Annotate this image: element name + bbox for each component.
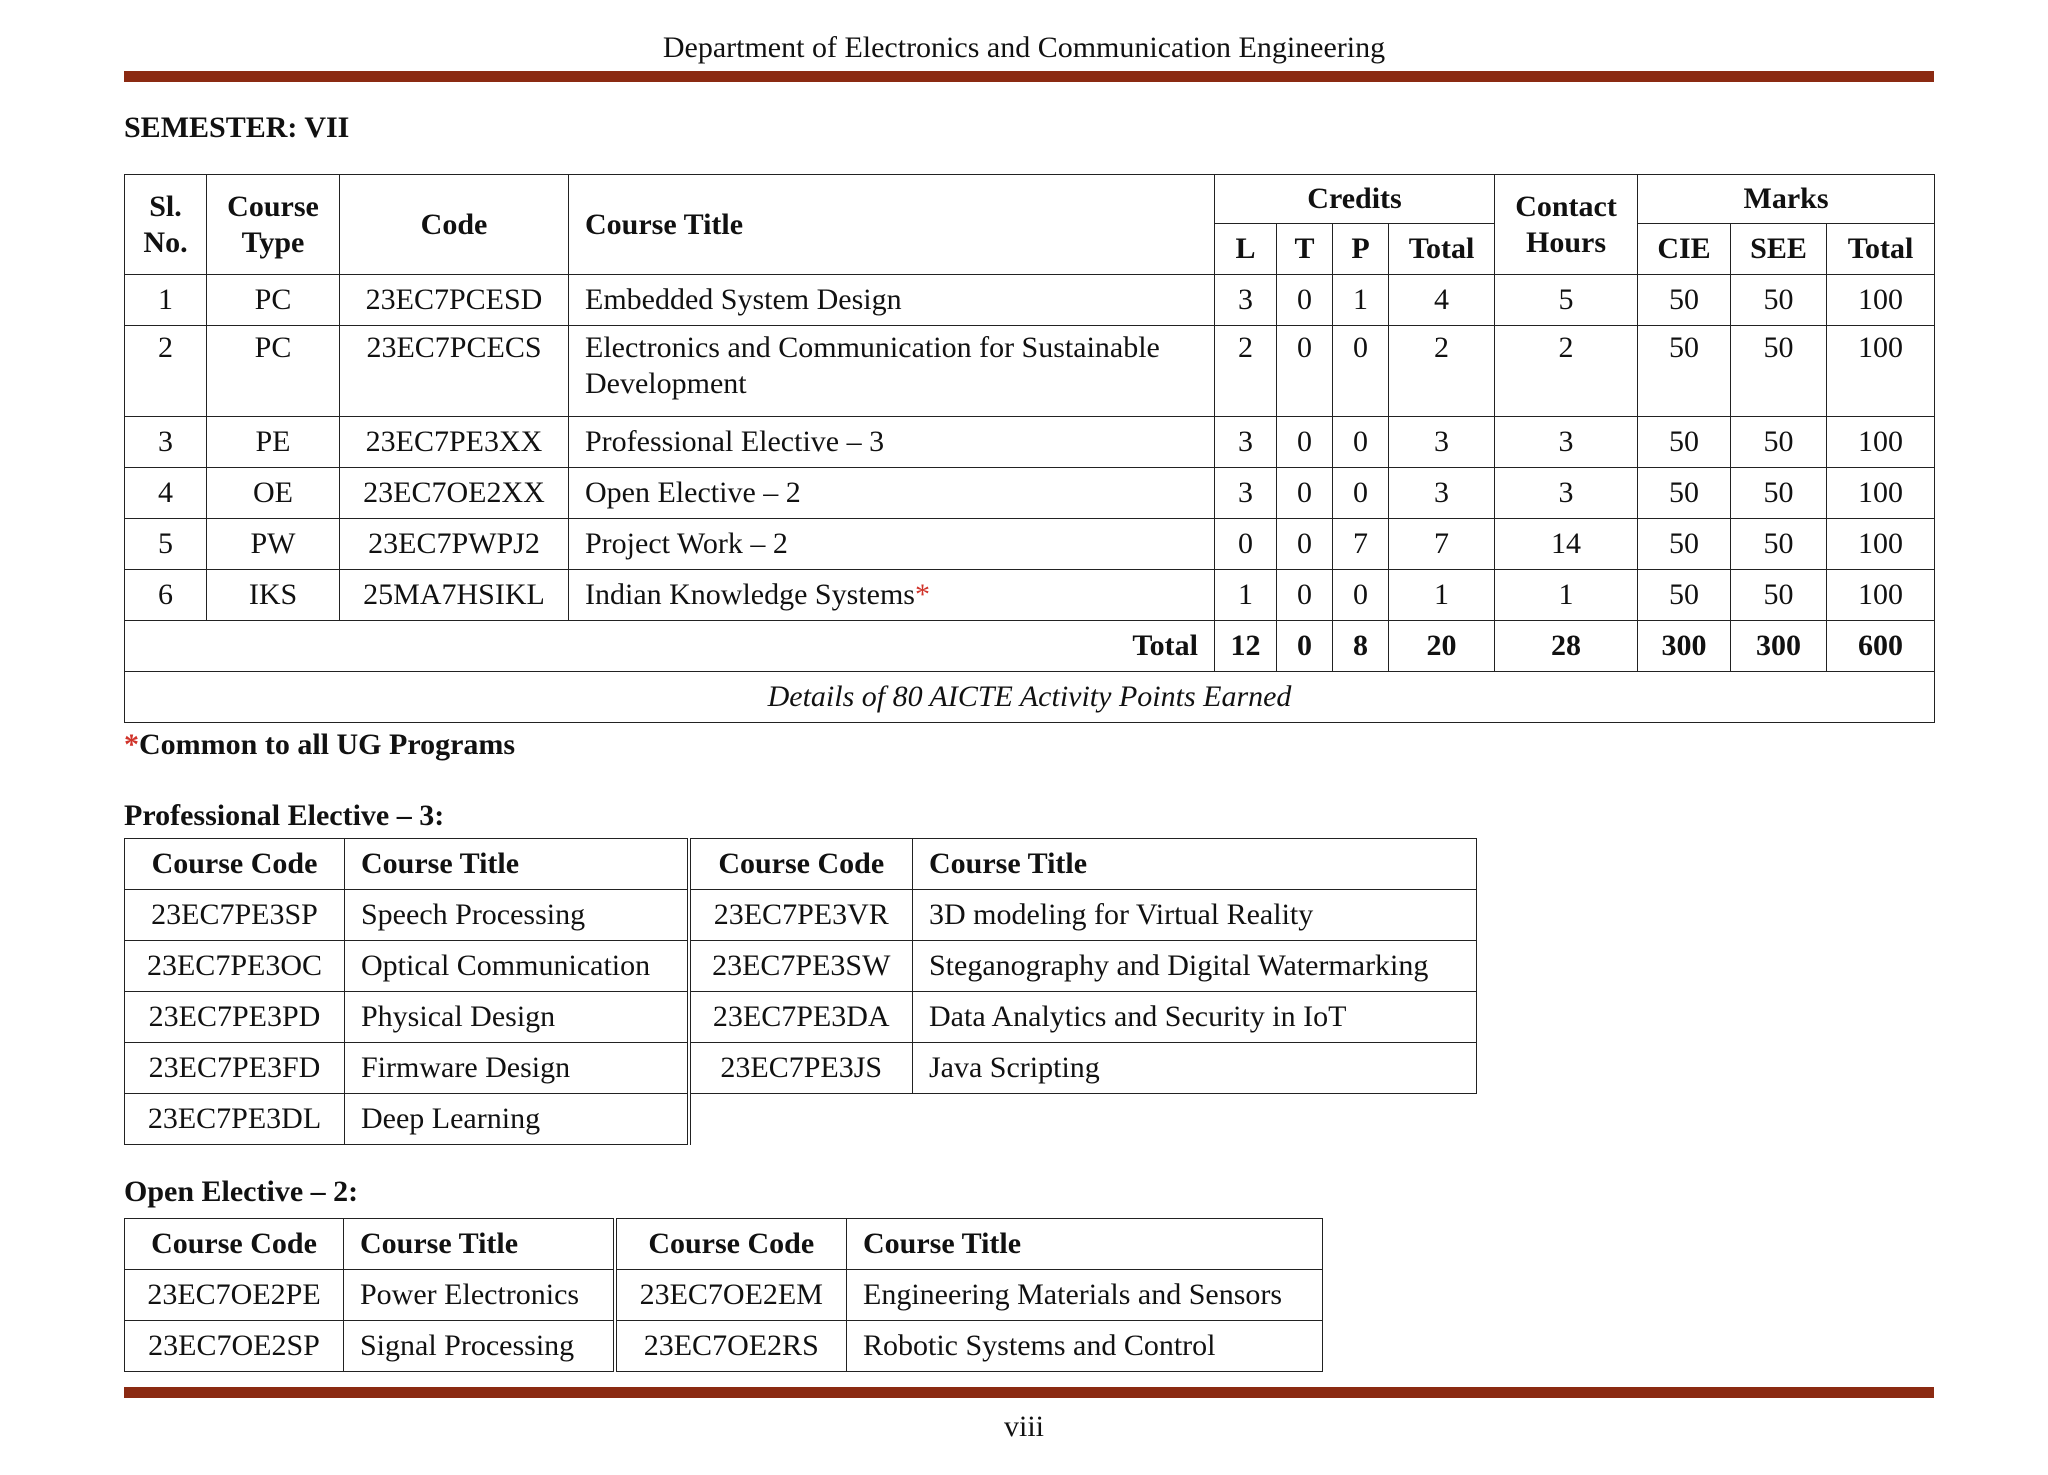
asterisk-mark: * [914,578,930,611]
col-sl-no: Sl. No. [125,175,207,275]
footer-rule [124,1387,1934,1398]
table-row: 23EC7PE3PD Physical Design 23EC7PE3DA Data Analytics and Security in IoT [125,992,1477,1043]
table-row: 3 PE 23EC7PE3XX Professional Elective – 3 3 0 0 3 3 50 50 100 [125,417,1935,468]
table-row: 2 PC 23EC7PCECS Electronics and Communication for Sustainable Development 2 0 0 2 2 50 50 100 [125,326,1935,417]
table-row: 23EC7PE3FD Firmware Design 23EC7PE3JS Java Scripting [125,1043,1477,1094]
table-row: 23EC7OE2SP Signal Processing 23EC7OE2RS Robotic Systems and Control [125,1321,1323,1372]
table-row: 4 OE 23EC7OE2XX Open Elective – 2 3 0 0 3 3 50 50 100 [125,468,1935,519]
table-row: 23EC7PE3OC Optical Communication 23EC7PE3SW Steganography and Digital Watermarking [125,941,1477,992]
semester-label: SEMESTER: VII [124,111,350,144]
table-row: 1 PC 23EC7PCESD Embedded System Design 3 0 1 4 5 50 50 100 [125,275,1935,326]
table-header-row: Course Code Course Title Course Code Course Title [125,839,1477,890]
semester-course-table [124,174,1935,723]
col-l: L [1215,224,1277,275]
page-header-title: Department of Electronics and Communication Engineering [662,31,1386,64]
footnote: *Common to all UG Programs [124,728,516,761]
aicte-note-row: Details of 80 AICTE Activity Points Earned [125,672,1935,723]
col-credits: Credits [1215,175,1495,224]
open-elective-table [124,1218,1323,1372]
table-row: 23EC7OE2PE Power Electronics 23EC7OE2EM Engineering Materials and Sensors [125,1270,1323,1321]
header-rule [124,71,1934,82]
asterisk-mark: * [124,728,139,761]
professional-elective-heading: Professional Elective – 3: [124,799,445,832]
professional-elective-table [124,838,1477,1145]
col-t: T [1277,224,1333,275]
table-header-row: Course Code Course Title Course Code Course Title [125,1219,1323,1270]
col-marks: Marks [1638,175,1935,224]
page-number: viii [1003,1410,1044,1443]
col-course-title: Course Title [569,175,1215,275]
col-contact-hours: Contact Hours [1495,175,1638,275]
col-course-type: Course Type [207,175,340,275]
header-row-1 [125,175,1935,224]
open-elective-heading: Open Elective – 2: [124,1175,359,1208]
col-cie: CIE [1638,224,1731,275]
table-row: 23EC7PE3SP Speech Processing 23EC7PE3VR 3D modeling for Virtual Reality [125,890,1477,941]
table-row: 5 PW 23EC7PWPJ2 Project Work – 2 0 0 7 7 14 50 50 100 [125,519,1935,570]
table-row: 6 IKS 25MA7HSIKL Indian Knowledge Systems* 1 0 0 1 1 50 50 100 [125,570,1935,621]
total-row: Total 12 0 8 20 28 300 300 600 [125,621,1935,672]
col-marks-total: Total [1827,224,1935,275]
table-row: 23EC7PE3DL Deep Learning [125,1094,1477,1145]
col-credits-total: Total [1389,224,1495,275]
col-see: SEE [1731,224,1827,275]
col-p: P [1333,224,1389,275]
col-code: Code [340,175,569,275]
